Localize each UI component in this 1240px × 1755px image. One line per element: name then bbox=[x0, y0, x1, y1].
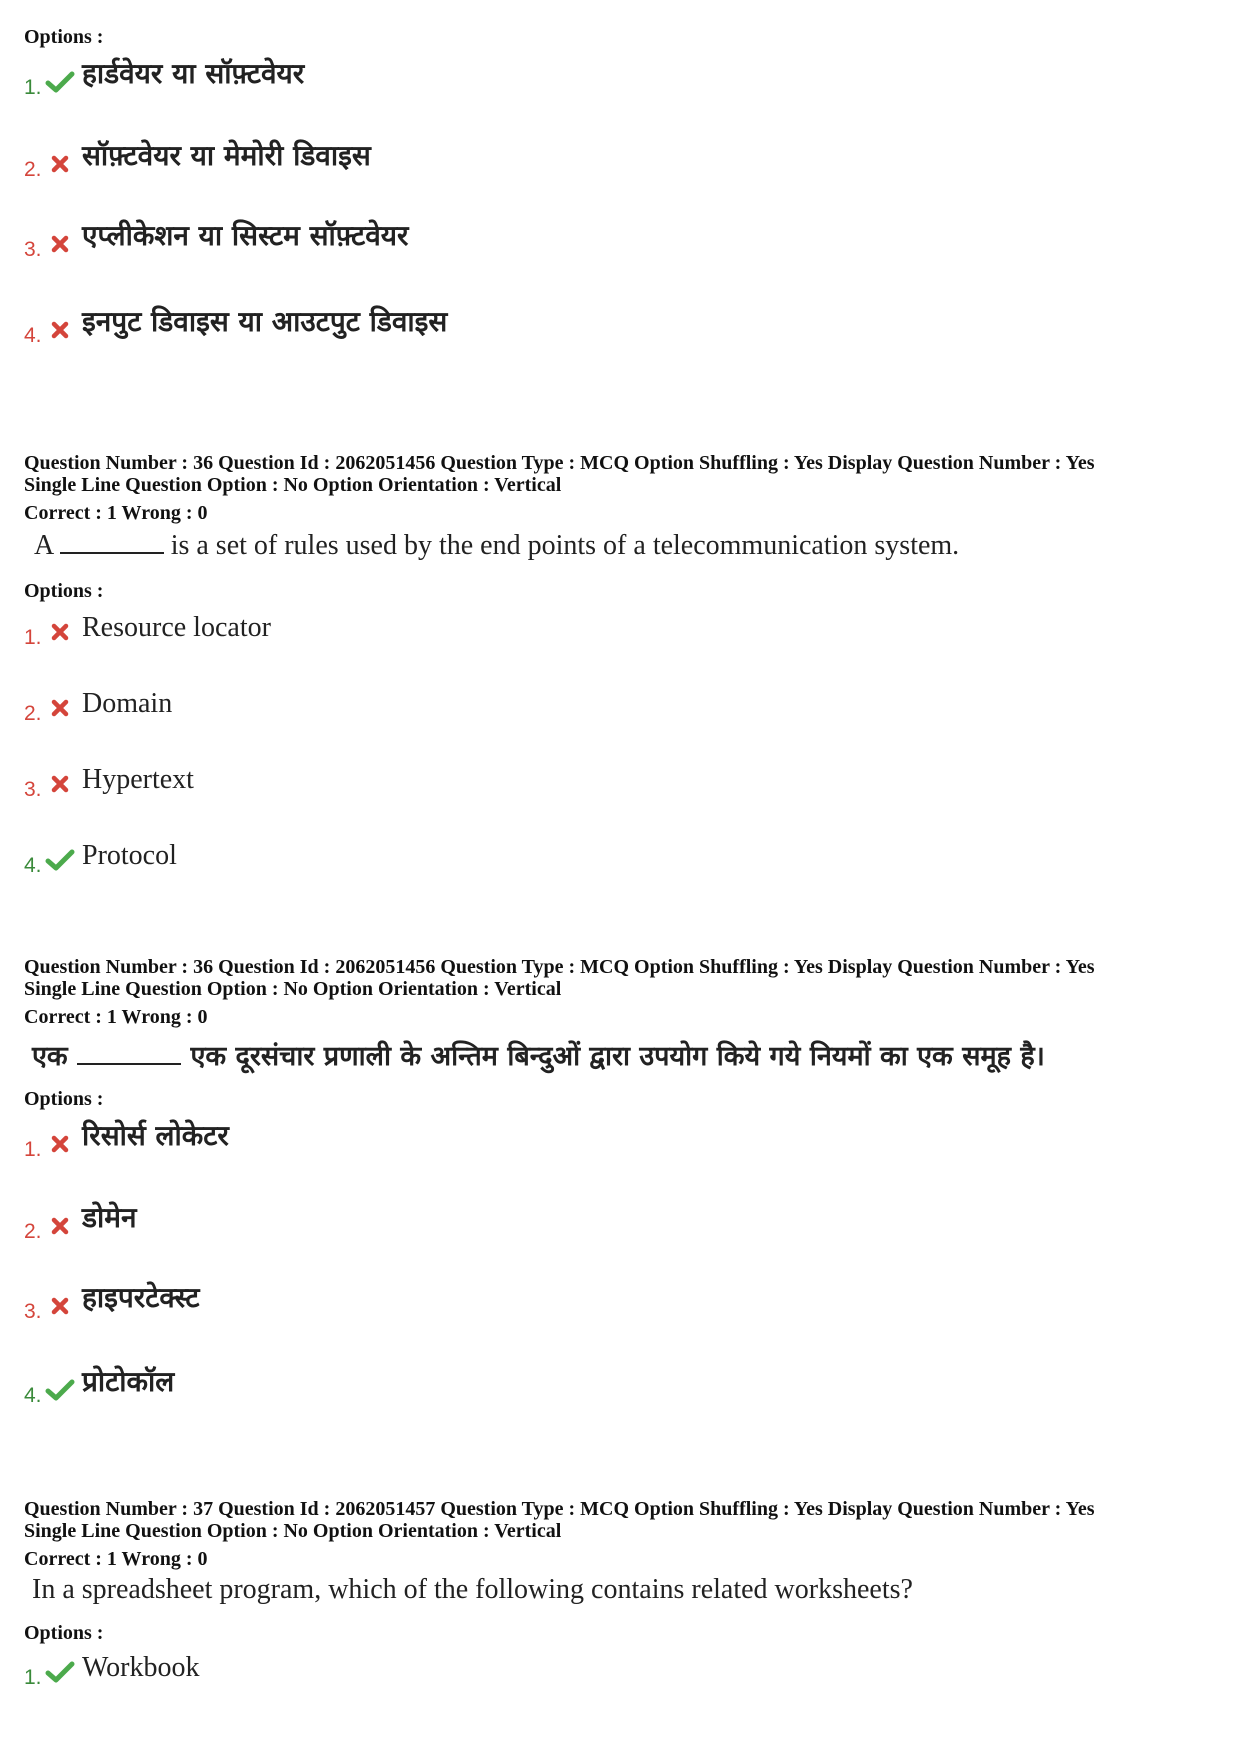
option-text: एप्लीकेशन या सिस्टम सॉफ़्टवेयर bbox=[82, 219, 409, 252]
marks-info: Correct : 1 Wrong : 0 bbox=[24, 502, 208, 524]
wrong-cross-icon bbox=[44, 620, 76, 644]
option-item bbox=[24, 139, 371, 182]
option-number: 1. bbox=[24, 1666, 42, 1689]
option-number: 1. bbox=[24, 626, 42, 649]
question-prefix: एक bbox=[32, 1041, 68, 1072]
question-meta-line2: Single Line Question Option : No Option Orientation : Vertical bbox=[24, 474, 562, 496]
option-text: Resource locator bbox=[82, 612, 271, 643]
wrong-cross-icon bbox=[44, 1214, 76, 1238]
option-text: Domain bbox=[82, 688, 173, 719]
question-meta-line1: Question Number : 36 Question Id : 2062051456 Question Type : MCQ Option Shuffling : Yes Display Question Number : Yes bbox=[24, 452, 1095, 474]
option-text: डोमेन bbox=[82, 1201, 137, 1234]
options-label: Options : bbox=[24, 1088, 104, 1110]
question-text bbox=[32, 1036, 1045, 1073]
option-item bbox=[24, 1365, 175, 1408]
option-number: 4. bbox=[24, 1384, 42, 1407]
answer-blank bbox=[77, 1063, 181, 1065]
wrong-cross-icon bbox=[44, 1294, 76, 1318]
option-item bbox=[24, 305, 448, 348]
option-text: हार्डवेयर या सॉफ़्टवेयर bbox=[82, 57, 305, 90]
wrong-cross-icon bbox=[44, 1132, 76, 1156]
option-number: 3. bbox=[24, 1300, 42, 1323]
option-item bbox=[24, 610, 271, 650]
option-item bbox=[24, 762, 194, 802]
option-item bbox=[24, 1201, 137, 1244]
wrong-cross-icon bbox=[44, 318, 76, 342]
question-meta-line2: Single Line Question Option : No Option Orientation : Vertical bbox=[24, 1520, 562, 1542]
option-number: 3. bbox=[24, 778, 42, 801]
option-text: रिसोर्स लोकेटर bbox=[82, 1119, 229, 1152]
option-item bbox=[24, 838, 177, 878]
option-text: सॉफ़्टवेयर या मेमोरी डिवाइस bbox=[82, 139, 371, 172]
options-label: Options : bbox=[24, 580, 104, 602]
marks-info: Correct : 1 Wrong : 0 bbox=[24, 1006, 208, 1028]
option-text: Workbook bbox=[82, 1652, 200, 1683]
option-number: 1. bbox=[24, 76, 42, 99]
option-item bbox=[24, 219, 409, 262]
question-meta-line1: Question Number : 36 Question Id : 2062051456 Question Type : MCQ Option Shuffling : Yes Display Question Number : Yes bbox=[24, 956, 1095, 978]
options-label: Options : bbox=[24, 1622, 104, 1644]
question-meta-line1: Question Number : 37 Question Id : 2062051457 Question Type : MCQ Option Shuffling : Yes Display Question Number : Yes bbox=[24, 1498, 1095, 1520]
question-suffix: is a set of rules used by the end points of a telecommunication system. bbox=[170, 530, 960, 561]
option-text: Hypertext bbox=[82, 764, 194, 795]
option-item bbox=[24, 1281, 200, 1324]
wrong-cross-icon bbox=[44, 696, 76, 720]
option-text: हाइपरटेक्स्ट bbox=[82, 1281, 200, 1314]
wrong-cross-icon bbox=[44, 152, 76, 176]
correct-check-icon bbox=[44, 1660, 76, 1684]
option-text: प्रोटोकॉल bbox=[82, 1365, 175, 1398]
option-text: Protocol bbox=[82, 840, 177, 871]
option-item bbox=[24, 1650, 200, 1690]
option-number: 3. bbox=[24, 238, 42, 261]
option-item bbox=[24, 686, 172, 726]
option-item bbox=[24, 1119, 229, 1162]
question-prefix: A bbox=[34, 530, 53, 561]
marks-info: Correct : 1 Wrong : 0 bbox=[24, 1548, 208, 1570]
option-item bbox=[24, 57, 305, 100]
correct-check-icon bbox=[44, 1378, 76, 1402]
wrong-cross-icon bbox=[44, 232, 76, 256]
correct-check-icon bbox=[44, 848, 76, 872]
option-number: 1. bbox=[24, 1138, 42, 1161]
answer-blank bbox=[60, 552, 164, 554]
question-meta-line2: Single Line Question Option : No Option Orientation : Vertical bbox=[24, 978, 562, 1000]
options-label: Options : bbox=[24, 26, 104, 48]
question-text bbox=[34, 530, 959, 562]
question-suffix: एक दूरसंचार प्रणाली के अन्तिम बिन्दुओं द्वारा उपयोग किये गये नियमों का एक समूह है। bbox=[190, 1041, 1045, 1072]
correct-check-icon bbox=[44, 70, 76, 94]
option-number: 4. bbox=[24, 854, 42, 877]
option-text: इनपुट डिवाइस या आउटपुट डिवाइस bbox=[82, 305, 448, 338]
question-text: In a spreadsheet program, which of the following contains related worksheets? bbox=[32, 1574, 913, 1605]
wrong-cross-icon bbox=[44, 772, 76, 796]
option-number: 4. bbox=[24, 324, 42, 347]
option-number: 2. bbox=[24, 1220, 42, 1243]
option-number: 2. bbox=[24, 158, 42, 181]
option-number: 2. bbox=[24, 702, 42, 725]
